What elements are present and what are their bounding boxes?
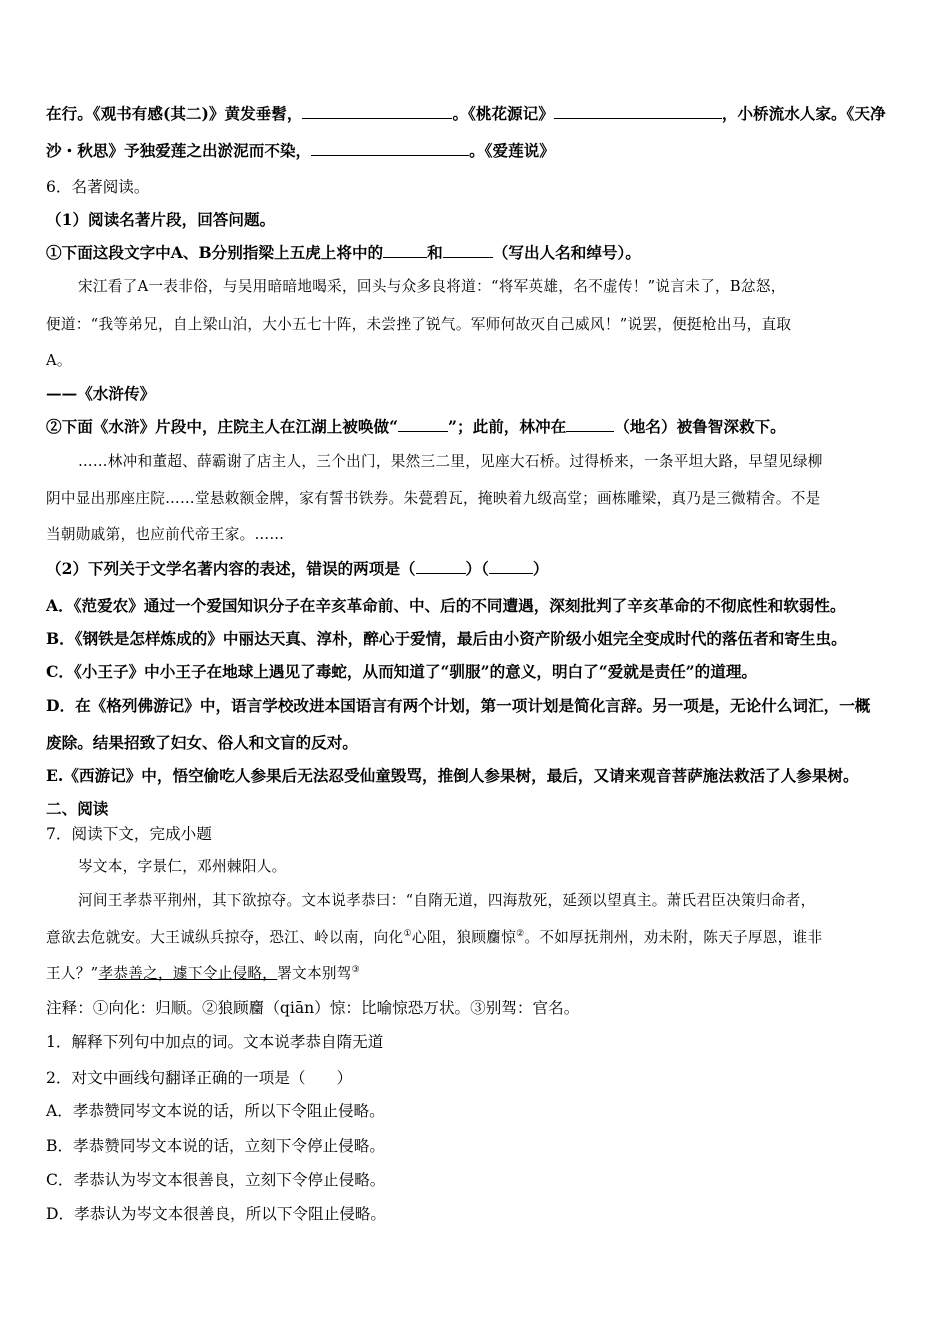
text: 王人？” bbox=[46, 965, 99, 982]
underlined-sentence: 孝恭善之，遽下令止侵略， bbox=[98, 965, 278, 982]
question-6-item-1 bbox=[46, 241, 641, 263]
footnote-marker: ③ bbox=[351, 965, 361, 976]
option-d-continued: 废除。结果招致了妇女、俗人和文盲的反对。 bbox=[46, 733, 358, 752]
text: ①下面这段文字中A、B分别指梁上五虎上将中的 bbox=[46, 243, 384, 262]
answer-blank[interactable] bbox=[416, 559, 466, 574]
choice-d: D．孝恭认为岑文本很善良，所以下令阻止侵略。 bbox=[46, 1205, 386, 1223]
text: 。不如厚抚荆州，劝未附，陈天子厚恩，谁非 bbox=[524, 929, 823, 946]
answer-blank[interactable] bbox=[489, 559, 533, 574]
question-6-part-1: （1）阅读名著片段，回答问题。 bbox=[46, 210, 276, 229]
footnote-marker: ② bbox=[516, 929, 525, 940]
text: （地名）被鲁智深救下。 bbox=[614, 417, 786, 436]
question-6-item-2 bbox=[46, 415, 786, 437]
text: 心阻，狼顾麕惊 bbox=[411, 929, 517, 946]
poem-fill-line-2 bbox=[46, 139, 555, 161]
answer-blank[interactable] bbox=[302, 104, 452, 119]
option-a: A．《范爱农》通过一个爱国知识分子在辛亥革命前、中、后的不同遭遇，深刻批判了辛亥革命的不彻底性和软弱性。 bbox=[46, 596, 846, 615]
sub-question-1: 1．解释下列句中加点的词。文本说孝恭自隋无道 bbox=[46, 1033, 384, 1051]
question-6-title: 6．名著阅读。 bbox=[46, 178, 150, 196]
text: 署文本别驾 bbox=[277, 965, 352, 982]
passage-1-source: ——《水浒传》 bbox=[46, 384, 156, 403]
option-d: D．在《格列佛游记》中，语言学校改进本国语言有两个计划，第一项计划是简化言辞。另一项是，无论什么词汇，一概 bbox=[46, 696, 871, 715]
answer-blank[interactable] bbox=[443, 243, 493, 258]
answer-blank[interactable] bbox=[554, 104, 722, 119]
sub-question-2: 2．对文中画线句翻译正确的一项是（ ） bbox=[46, 1069, 353, 1087]
option-b: B．《钢铁是怎样炼成的》中丽达天真、淳朴，醉心于爱情，最后由小资产阶级小姐完全变成时代的落伍者和寄生虫。 bbox=[46, 629, 847, 648]
text: 。《爱莲说》 bbox=[469, 141, 555, 160]
passage-2-line: ……林冲和董超、薛霸谢了店主人，三个出门，果然三二里，见座大石桥。过得桥来，一条平坦大路，早望见绿柳 bbox=[78, 453, 823, 470]
choice-b: B．孝恭赞同岑文本说的话，立刻下令停止侵略。 bbox=[46, 1137, 385, 1155]
text: ②下面《水浒》片段中，庄院主人在江湖上被唤做“ bbox=[46, 417, 399, 436]
passage-2-line: 当朝勋戚第，也应前代帝王家。…… bbox=[46, 526, 285, 543]
passage-1-line: A。 bbox=[46, 352, 72, 369]
question-7-passage-line bbox=[46, 962, 360, 983]
footnote-marker: ① bbox=[403, 929, 412, 940]
text: 意欲去危就安。大王诚纵兵掠夺，恐江、岭以南，向化 bbox=[46, 929, 404, 946]
question-7-passage-line bbox=[46, 926, 822, 947]
text: 在行。《观书有感(其二)》黄发垂髫， bbox=[46, 104, 303, 123]
annotation-note: 注释：①向化：归顺。②狼顾麕（qiān）惊：比喻惊恐万状。③别驾：官名。 bbox=[46, 999, 580, 1017]
passage-1-line: 宋江看了A一表非俗，与吴用暗暗地喝采，回头与众多良将道：“将军英雄，名不虚传！”说言未了，B忿怒， bbox=[78, 278, 786, 295]
section-2-heading: 二、阅读 bbox=[46, 799, 109, 818]
text: 沙・秋思》予独爱莲之出淤泥而不染， bbox=[46, 141, 312, 160]
passage-1-line: 便道：“我等弟兄，自上梁山泊，大小五七十阵，未尝挫了锐气。军师何故灭自己威风！”说罢，便挺枪出马，直取 bbox=[46, 316, 792, 333]
answer-blank[interactable] bbox=[566, 417, 614, 432]
text: ，小桥流水人家。《天净 bbox=[721, 104, 886, 123]
answer-blank[interactable] bbox=[311, 141, 469, 156]
question-6-part-2 bbox=[46, 557, 549, 579]
option-e: E.《西游记》中，悟空偷吃人参果后无法忍受仙童毁骂，推倒人参果树，最后，又请来观音菩萨施法救活了人参果树。 bbox=[46, 766, 859, 785]
text: ”；此前，林冲在 bbox=[448, 417, 567, 436]
text: ） bbox=[532, 559, 549, 578]
question-7-title: 7．阅读下文，完成小题 bbox=[46, 825, 212, 843]
text: 。《桃花源记》 bbox=[452, 104, 554, 123]
text: （写出人名和绰号）。 bbox=[492, 243, 641, 262]
answer-blank[interactable] bbox=[383, 243, 427, 258]
question-7-passage-line: 河间王孝恭平荆州，其下欲掠夺。文本说孝恭曰：“自隋无道，四海敖死，延颈以望真主。萧氏君臣决策归命者， bbox=[78, 892, 816, 909]
text: 和 bbox=[427, 243, 443, 262]
poem-fill-line-1 bbox=[46, 102, 886, 124]
option-c: C．《小王子》中小王子在地球上遇见了毒蛇，从而知道了“驯服”的意义，明白了“爱就是责任”的道理。 bbox=[46, 662, 758, 681]
text: （2）下列关于文学名著内容的表述，错误的两项是（ bbox=[46, 559, 416, 578]
answer-blank[interactable] bbox=[398, 417, 448, 432]
text: ）（ bbox=[465, 559, 489, 578]
question-7-passage-line: 岑文本，字景仁，邓州棘阳人。 bbox=[78, 858, 287, 875]
choice-a: A．孝恭赞同岑文本说的话，所以下令阻止侵略。 bbox=[46, 1102, 385, 1120]
choice-c: C．孝恭认为岑文本很善良，立刻下令停止侵略。 bbox=[46, 1171, 386, 1189]
passage-2-line: 阴中显出那座庄院……堂悬敕额金牌，家有誓书铁券。朱甍碧瓦，掩映着九级高堂；画栋雕梁，真乃是三微精舍。不是 bbox=[46, 490, 821, 507]
